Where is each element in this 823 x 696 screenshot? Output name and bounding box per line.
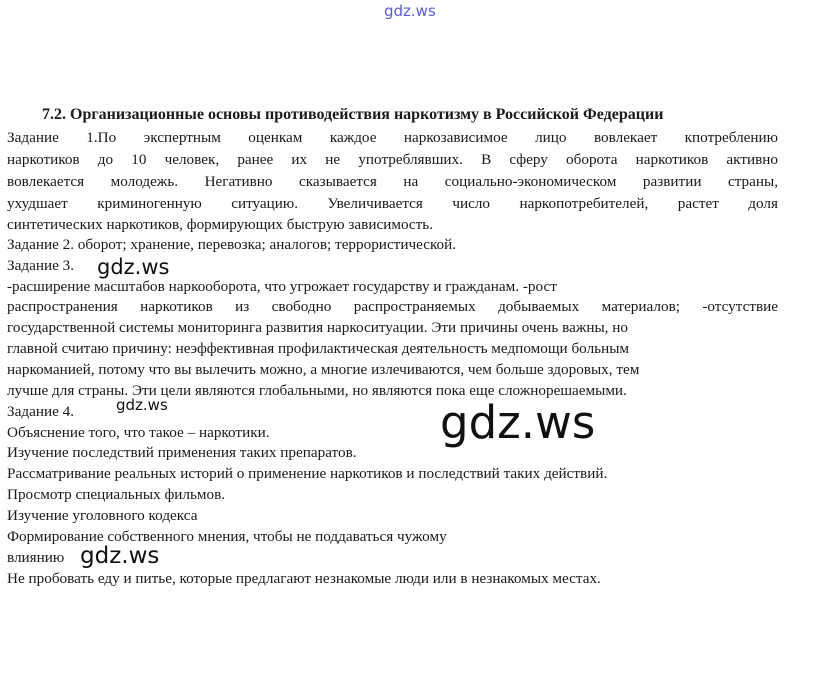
text-line: Не пробовать еду и питье, которые предлагают незнакомые люди или в незнакомых местах. (7, 570, 601, 587)
text-line: Изучение последствий применения таких препаратов. (7, 444, 357, 461)
text-line: -расширение масштабов наркооборота, что угрожает государству и гражданам. -рост (7, 278, 557, 295)
text-line: ухудшает криминогенную ситуацию. Увеличивается число наркопотребителей, растет доля (7, 195, 778, 212)
watermark-small: gdz.ws (116, 396, 168, 414)
text-line: распространения наркотиков из свободно распространяемых добываемых материалов; -отсутствие (7, 298, 778, 315)
text-line: государственной системы мониторинга развития наркоситуации. Эти причины очень важны, но (7, 319, 628, 336)
watermark-small: gdz.ws (97, 255, 170, 279)
text-line: главной считаю причину: неэффективная профилактическая деятельность медпомощи больным (7, 340, 630, 357)
text-line: Изучение уголовного кодекса (7, 507, 198, 524)
text-line: Задание 4. (7, 403, 75, 420)
text-line: вовлекается молодежь. Негативно сказывается на социально-экономическом развитии страны, (7, 173, 778, 190)
section-heading: 7.2. Организационные основы противодействия наркотизму в Российской Федерации (42, 106, 664, 123)
text-line: синтетических наркотиков, формирующих быструю зависимость. (7, 216, 434, 233)
text-line: Объяснение того, что такое – наркотики. (7, 424, 270, 441)
text-line: Задание 2. оборот; хранение, перевозка; аналогов; террористической. (7, 236, 457, 253)
watermark-large: gdz.ws (440, 396, 596, 449)
text-line: Формирование собственного мнения, чтобы не поддаваться чужому (7, 528, 447, 545)
watermark-small: gdz.ws (80, 543, 160, 569)
text-line: Просмотр специальных фильмов. (7, 486, 226, 503)
text-line: наркоманией, потому что вы вылечить можно, а многие излечиваются, чем больше здоровых, тем (7, 361, 640, 378)
text-line: Рассматривание реальных историй о применение наркотиков и последствий таких действий. (7, 465, 608, 482)
text-line: лучше для страны. Эти цели являются глобальными, но являются пока еще сложнорешаемыми. (7, 382, 627, 399)
text-line: Задание 3. (7, 257, 75, 274)
text-line: Задание 1.По экспертным оценкам каждое наркозависимое лицо вовлекает кпотреблению (7, 129, 778, 146)
text-line: наркотиков до 10 человек, ранее их не употреблявших. В сферу оборота наркотиков активно (7, 151, 778, 168)
watermark-top: gdz.ws (384, 2, 436, 20)
text-line: влиянию (7, 549, 65, 566)
